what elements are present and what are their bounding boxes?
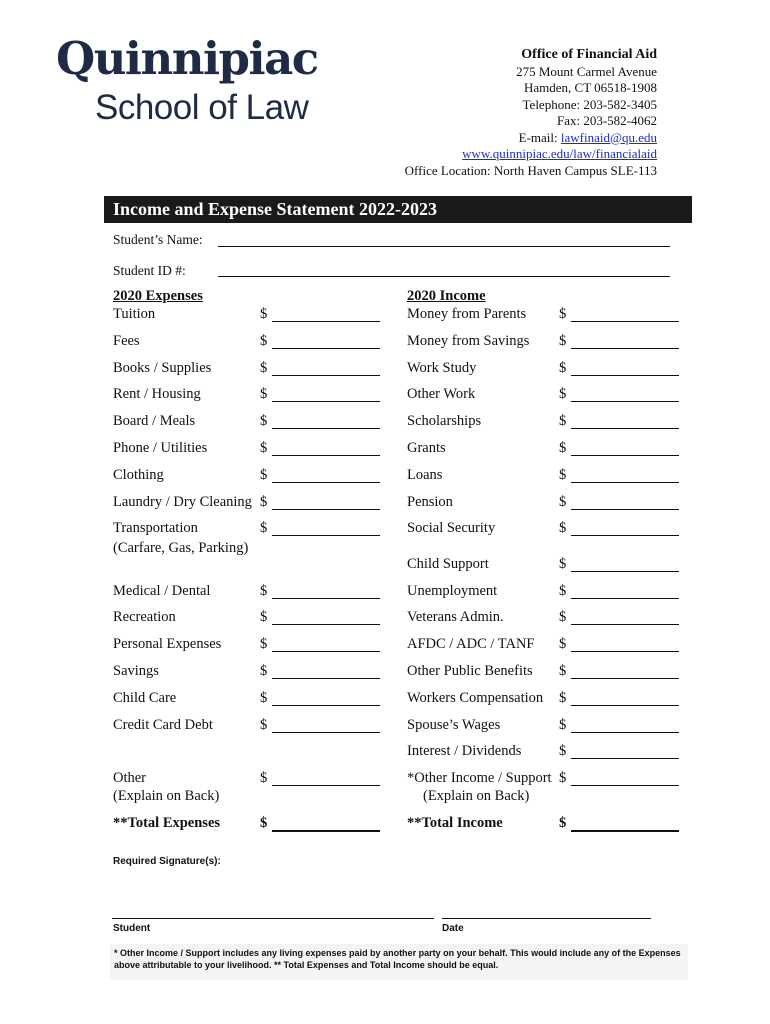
income-dollar-sign: $: [559, 583, 567, 599]
income-label: Pension: [407, 494, 453, 510]
income-label: Scholarships: [407, 413, 482, 429]
income-label: Work Study: [407, 360, 477, 376]
income-label: Other Work: [407, 386, 476, 402]
expense-dollar-sign: $: [260, 690, 268, 706]
expense-amount-field[interactable]: [272, 785, 380, 786]
income-label: Unemployment: [407, 583, 498, 599]
income-amount-field[interactable]: [571, 571, 679, 572]
expense-amount-field[interactable]: [272, 321, 380, 322]
office-contact-block: [405, 47, 657, 179]
logo-wordmark: Quinnipiac: [56, 32, 318, 85]
income-amount-field[interactable]: [571, 732, 679, 733]
expense-dollar-sign: $: [260, 494, 268, 510]
website-link[interactable]: www.quinnipiac.edu/law/financialaid: [462, 146, 657, 161]
email-link[interactable]: lawfinaid@qu.edu: [560, 129, 657, 145]
expense-label: Clothing: [113, 467, 164, 483]
transportation-note: (Carfare, Gas, Parking): [113, 540, 249, 556]
expense-label: Child Care: [113, 690, 177, 706]
office-fax: Fax: 203-582-4062: [556, 113, 657, 128]
expense-dollar-sign: $: [260, 717, 268, 733]
expense-amount-field[interactable]: [272, 375, 380, 376]
income-dollar-sign: $: [559, 467, 567, 483]
income-label: Spouse’s Wages: [407, 717, 501, 733]
office-title: Office of Financial Aid: [521, 47, 657, 62]
expense-dollar-sign: $: [260, 636, 268, 652]
income-label: Veterans Admin.: [407, 609, 504, 625]
student-id-label: Student ID #:: [113, 263, 186, 278]
expense-label: Recreation: [113, 609, 176, 625]
expense-amount-field[interactable]: [272, 482, 380, 483]
date-signature-label: Date: [442, 923, 464, 934]
expense-label: Other: [113, 770, 147, 786]
income-amount-field[interactable]: [571, 758, 679, 759]
expense-amount-field[interactable]: [272, 651, 380, 652]
email-label: E-mail:: [518, 129, 561, 145]
income-amount-field[interactable]: [571, 535, 679, 536]
total-expenses-dollar: $: [260, 815, 268, 831]
expense-label: Books / Supplies: [113, 360, 212, 376]
income-amount-field[interactable]: [571, 375, 679, 376]
student-signature-line[interactable]: [112, 918, 434, 919]
date-signature-line[interactable]: [442, 918, 651, 919]
income-amount-field[interactable]: [571, 455, 679, 456]
income-amount-field[interactable]: [571, 785, 679, 786]
logo-subtitle: School of Law: [95, 88, 309, 127]
expense-label: Savings: [113, 663, 159, 679]
income-header: 2020 Income: [407, 288, 486, 304]
income-amount-field[interactable]: [571, 428, 679, 429]
income-amount-field[interactable]: [571, 482, 679, 483]
office-telephone: Telephone: 203-582-3405: [522, 96, 657, 112]
expense-label: Credit Card Debt: [113, 717, 213, 733]
income-label: Child Support: [407, 556, 489, 572]
expenses-header: 2020 Expenses: [113, 288, 203, 304]
office-location: Office Location: North Haven Campus SLE-113: [404, 162, 657, 178]
expense-dollar-sign: $: [260, 467, 268, 483]
expense-amount-field[interactable]: [272, 678, 380, 679]
income-label: Interest / Dividends: [407, 743, 522, 759]
total-income-field[interactable]: [571, 830, 679, 832]
income-dollar-sign: $: [559, 636, 567, 652]
expense-label: Medical / Dental: [113, 583, 211, 599]
expense-dollar-sign: $: [260, 386, 268, 402]
income-label: Social Security: [407, 520, 496, 536]
income-label: Loans: [407, 467, 443, 483]
income-dollar-sign: $: [559, 556, 567, 572]
expense-dollar-sign: $: [260, 770, 268, 786]
income-dollar-sign: $: [559, 663, 567, 679]
income-dollar-sign: $: [559, 386, 567, 402]
expense-amount-field[interactable]: [272, 732, 380, 733]
expense-amount-field[interactable]: [272, 348, 380, 349]
student-name-label: Student’s Name:: [113, 232, 203, 247]
expense-dollar-sign: $: [260, 520, 268, 536]
income-dollar-sign: $: [559, 520, 567, 536]
expense-amount-field[interactable]: [272, 598, 380, 599]
expense-dollar-sign: $: [260, 333, 268, 349]
expense-dollar-sign: $: [260, 360, 268, 376]
expense-dollar-sign: $: [260, 663, 268, 679]
income-amount-field[interactable]: [571, 651, 679, 652]
income-dollar-sign: $: [559, 306, 567, 322]
total-expenses-field[interactable]: [272, 830, 380, 832]
footnote: * Other Income / Support includes any living expenses paid by another party on your behalf. This would include any of the Expenses above attributable to your livelihood. ** Total Expenses and Total Income should be equal.: [110, 944, 688, 980]
income-amount-field[interactable]: [571, 598, 679, 599]
expense-amount-field[interactable]: [272, 535, 380, 536]
expense-amount-field[interactable]: [272, 401, 380, 402]
expense-label: Phone / Utilities: [113, 440, 208, 456]
signature-header: Required Signature(s):: [113, 856, 221, 867]
income-dollar-sign: $: [559, 494, 567, 510]
total-income-dollar: $: [559, 815, 567, 831]
income-dollar-sign: $: [559, 440, 567, 456]
income-amount-field[interactable]: [571, 705, 679, 706]
expense-dollar-sign: $: [260, 583, 268, 599]
other-expense-note: (Explain on Back): [113, 788, 220, 804]
income-label: Grants: [407, 440, 446, 456]
expense-label: Laundry / Dry Cleaning: [113, 494, 252, 510]
income-amount-field[interactable]: [571, 678, 679, 679]
expense-label: Tuition: [113, 306, 156, 322]
expense-amount-field[interactable]: [272, 428, 380, 429]
income-label: Other Public Benefits: [407, 663, 533, 679]
income-dollar-sign: $: [559, 333, 567, 349]
office-address-line1: 275 Mount Carmel Avenue: [516, 63, 657, 79]
expense-amount-field[interactable]: [272, 509, 380, 510]
student-signature-label: Student: [113, 923, 151, 934]
income-amount-field[interactable]: [571, 624, 679, 625]
income-amount-field[interactable]: [571, 321, 679, 322]
income-amount-field[interactable]: [571, 509, 679, 510]
income-amount-field[interactable]: [571, 348, 679, 349]
income-amount-field[interactable]: [571, 401, 679, 402]
form-title: Income and Expense Statement 2022-2023: [104, 196, 692, 223]
expense-amount-field[interactable]: [272, 455, 380, 456]
office-email-line: [405, 130, 657, 147]
income-dollar-sign: $: [559, 690, 567, 706]
income-dollar-sign: $: [559, 609, 567, 625]
income-label: Workers Compensation: [407, 690, 544, 706]
expense-label: Transportation: [113, 520, 198, 536]
income-label: AFDC / ADC / TANF: [407, 636, 535, 652]
income-label: Money from Parents: [407, 306, 527, 322]
total-income-label: **Total Income: [407, 815, 503, 831]
expense-dollar-sign: $: [260, 306, 268, 322]
income-dollar-sign: $: [559, 717, 567, 733]
student-name-field[interactable]: [218, 246, 670, 247]
expense-label: Personal Expenses: [113, 636, 222, 652]
expense-dollar-sign: $: [260, 440, 268, 456]
income-dollar-sign: $: [559, 770, 567, 786]
expense-dollar-sign: $: [260, 609, 268, 625]
total-expenses-label: **Total Expenses: [113, 815, 221, 831]
expense-amount-field[interactable]: [272, 624, 380, 625]
expense-label: Rent / Housing: [113, 386, 201, 402]
income-label: Money from Savings: [407, 333, 530, 349]
income-label: *Other Income / Support: [407, 770, 552, 786]
income-dollar-sign: $: [559, 413, 567, 429]
expense-dollar-sign: $: [260, 413, 268, 429]
income-dollar-sign: $: [559, 360, 567, 376]
expense-label: Board / Meals: [113, 413, 196, 429]
office-address-line2: Hamden, CT 06518-1908: [524, 80, 657, 95]
other-income-note: (Explain on Back): [423, 788, 530, 804]
income-dollar-sign: $: [559, 743, 567, 759]
expense-amount-field[interactable]: [272, 705, 380, 706]
student-id-field[interactable]: [218, 276, 670, 277]
expense-label: Fees: [113, 333, 140, 349]
